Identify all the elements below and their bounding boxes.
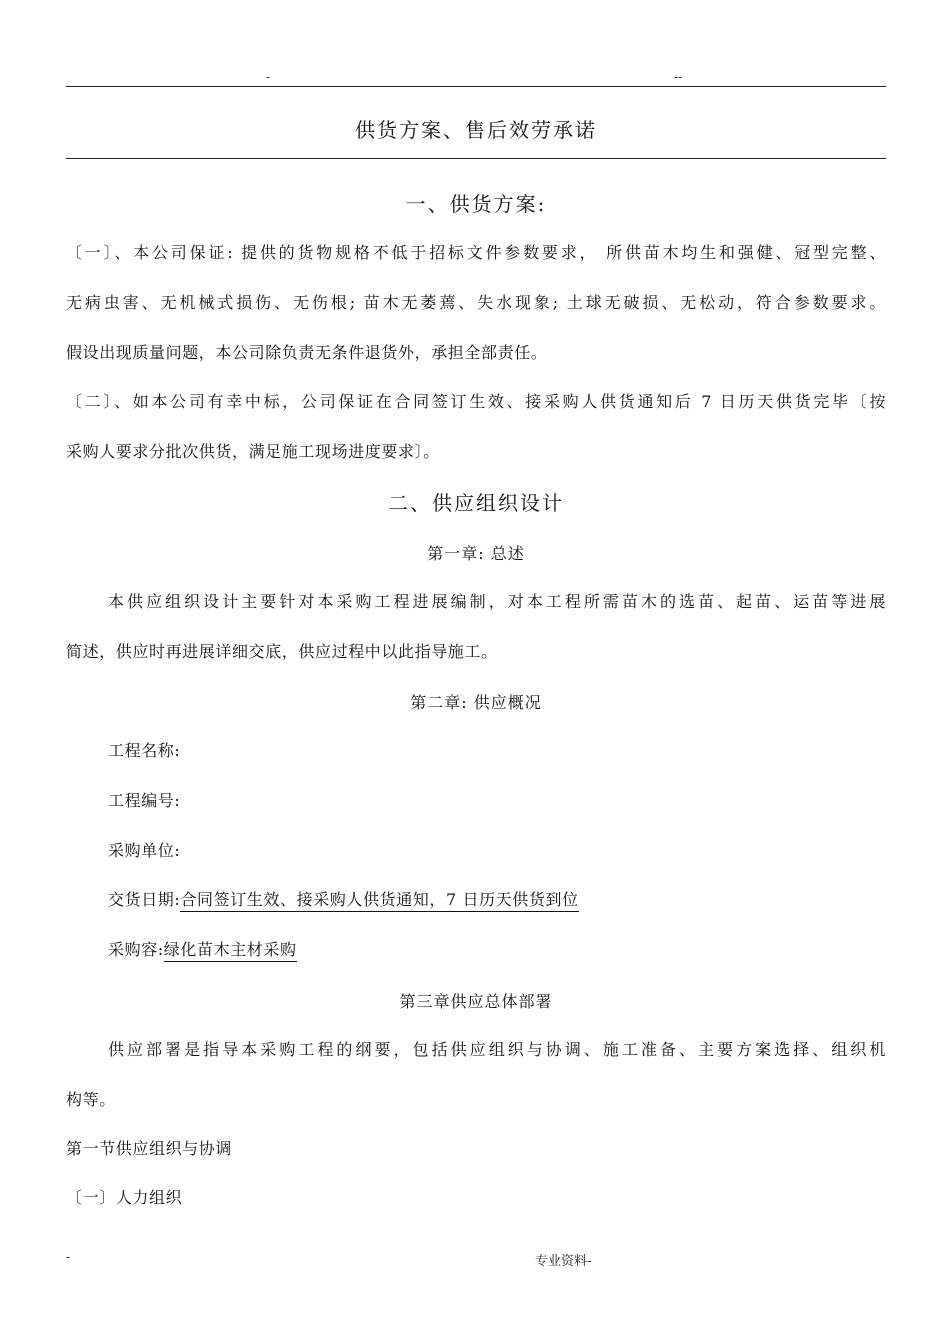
chapter2-heading: 第二章: 供应概况 [410, 693, 542, 712]
header-left-mark: - [266, 70, 271, 84]
section1-heading: 一、供货方案: [405, 192, 547, 216]
section1-p2-line2: 采购人要求分批次供货，满足施工现场进度要求〕。 [66, 442, 440, 461]
chapter3-heading: 第三章供应总体部署 [399, 992, 553, 1011]
section-heading-coordination: 第一节供应组织与协调 [66, 1139, 233, 1158]
purchase-content-row [108, 939, 886, 961]
project-name-label: 工程名称: [108, 741, 181, 760]
purchase-content-label: 采购容: [108, 940, 164, 959]
section1-p1-line2: 无病虫害、无机械式损伤、无伤根; 苗木无萎蔫、失水现象; 土球无破损、无松动，符合参数要求。 [66, 293, 886, 312]
chapter3-line2: 构等。 [66, 1090, 116, 1109]
chapter1-line1: 本供应组织设计主要针对本采购工程进展编制，对本工程所需苗木的选苗、起苗、运苗等进展 [108, 592, 886, 611]
item-manpower: 〔一〕人力组织 [66, 1188, 183, 1207]
delivery-date-value: 合同签订生效、接采购人供货通知，7 日历天供货到位 [180, 890, 578, 912]
buyer-label: 采购单位: [108, 841, 181, 860]
section1-p1-line1: 〔一〕、本公司保证: 提供的货物规格不低于招标文件参数要求， 所供苗木均生和强健、冠型完整、 [66, 243, 886, 262]
section1-p2-line1: 〔二〕、如本公司有幸中标，公司保证在合同签订生效、接采购人供货通知后 7 日历天供货完毕〔按 [66, 392, 886, 411]
chapter3-line1: 供应部署是指导本采购工程的纲要，包括供应组织与协调、施工准备、主要方案选择、组织机 [108, 1040, 886, 1059]
footer-left-mark: - [66, 1250, 71, 1264]
header-rule [66, 86, 886, 87]
delivery-date-label: 交货日期: [108, 890, 181, 909]
project-number-label: 工程编号: [108, 791, 181, 810]
header-right-mark: -- [674, 70, 683, 84]
delivery-date-row [108, 889, 886, 911]
chapter1-heading: 第一章: 总述 [427, 544, 525, 563]
purchase-content-value: 绿化苗木主材采购 [164, 940, 297, 962]
footer-text: 专业资料- [535, 1254, 592, 1269]
document-title: 供货方案、售后效劳承诺 [355, 118, 597, 142]
title-rule [66, 158, 886, 159]
chapter1-line2: 简述，供应时再进展详细交底，供应过程中以此指导施工。 [66, 642, 498, 661]
section2-heading: 二、供应组织设计 [388, 491, 564, 515]
section1-p1-line3: 假设出现质量问题，本公司除负责无条件退货外，承担全部责任。 [66, 343, 548, 362]
